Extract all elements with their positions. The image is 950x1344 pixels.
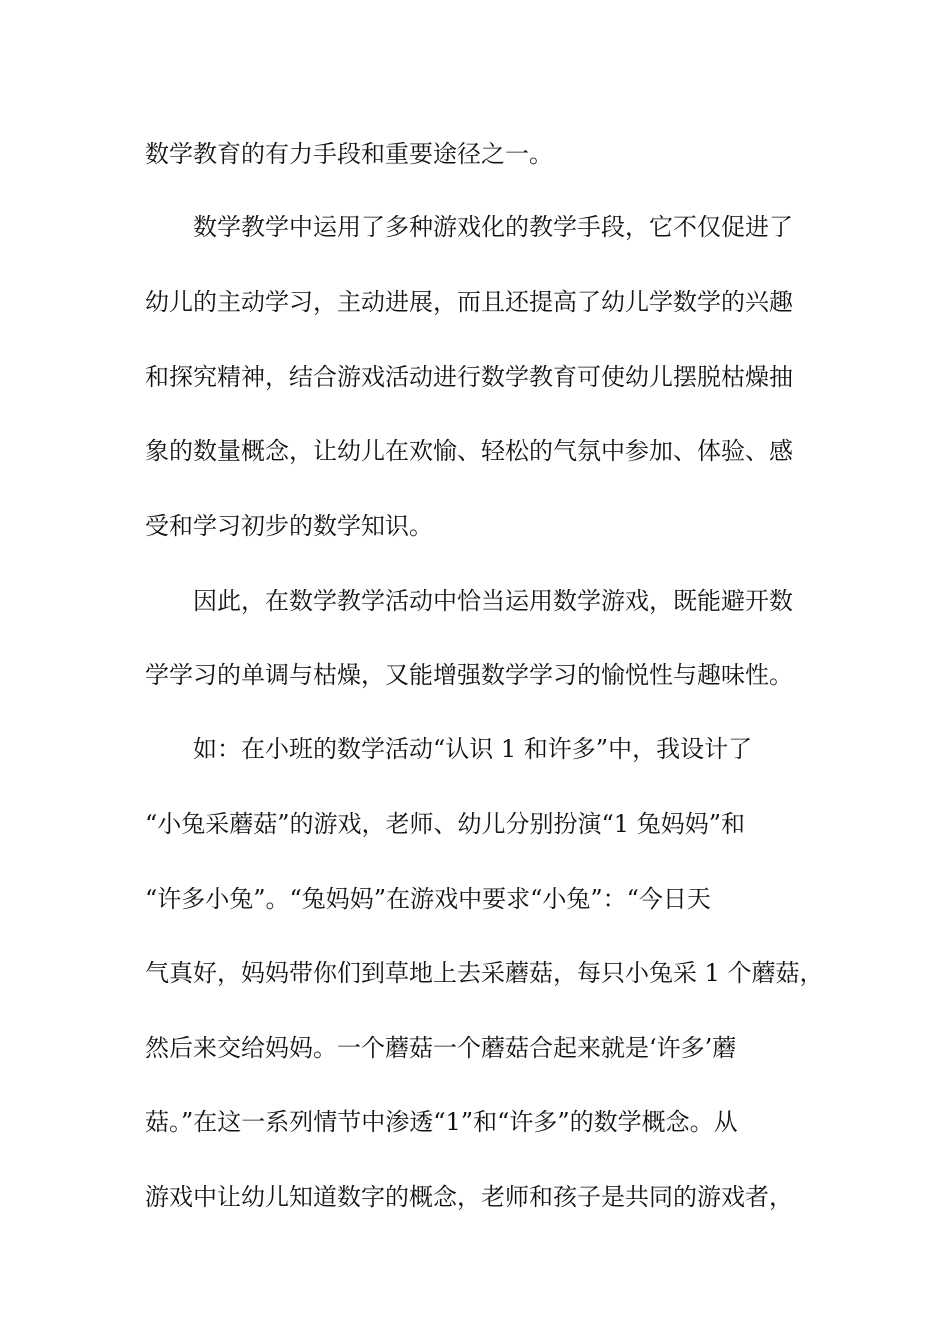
text-line-4: 和探究精神，结合游戏活动进行数学教育可使幼儿摆脱枯燥抽 bbox=[145, 363, 793, 391]
text-line-6: 受和学习初步的数学知识。 bbox=[145, 512, 433, 540]
text-line-3: 幼儿的主动学习，主动进展，而且还提高了幼儿学数学的兴趣 bbox=[145, 288, 793, 316]
text-line-13: 然后来交给妈妈。一个蘑菇一个蘑菇合起来就是‘许多’蘑 bbox=[145, 1034, 737, 1062]
text-line-14: 菇。”在这一系列情节中渗透“1”和“许多”的数学概念。从 bbox=[145, 1108, 738, 1136]
text-line-8: 学学习的单调与枯燥，又能增强数学学习的愉悦性与趣味性。 bbox=[145, 661, 793, 689]
text-line-1: 数学教育的有力手段和重要途径之一。 bbox=[145, 140, 553, 168]
paragraph-start-line-7: 因此，在数学教学活动中恰当运用数学游戏，既能避开数 bbox=[193, 587, 793, 615]
text-line-15: 游戏中让幼儿知道数字的概念，老师和孩子是共同的游戏者， bbox=[145, 1183, 793, 1211]
paragraph-start-line-9: 如：在小班的数学活动“认识 1 和许多”中，我设计了 bbox=[193, 735, 753, 763]
text-line-11: “许多小兔”。“兔妈妈”在游戏中要求“小兔”：“今日天 bbox=[145, 885, 711, 913]
text-line-5: 象的数量概念，让幼儿在欢愉、轻松的气氛中参加、体验、感 bbox=[145, 437, 793, 465]
paragraph-start-line-2: 数学教学中运用了多种游戏化的教学手段，它不仅促进了 bbox=[193, 213, 793, 241]
text-line-10: “小兔采蘑菇”的游戏，老师、幼儿分别扮演“1 兔妈妈”和 bbox=[145, 810, 745, 838]
text-line-12: 气真好，妈妈带你们到草地上去采蘑菇，每只小兔采 1 个蘑菇， bbox=[145, 959, 824, 987]
